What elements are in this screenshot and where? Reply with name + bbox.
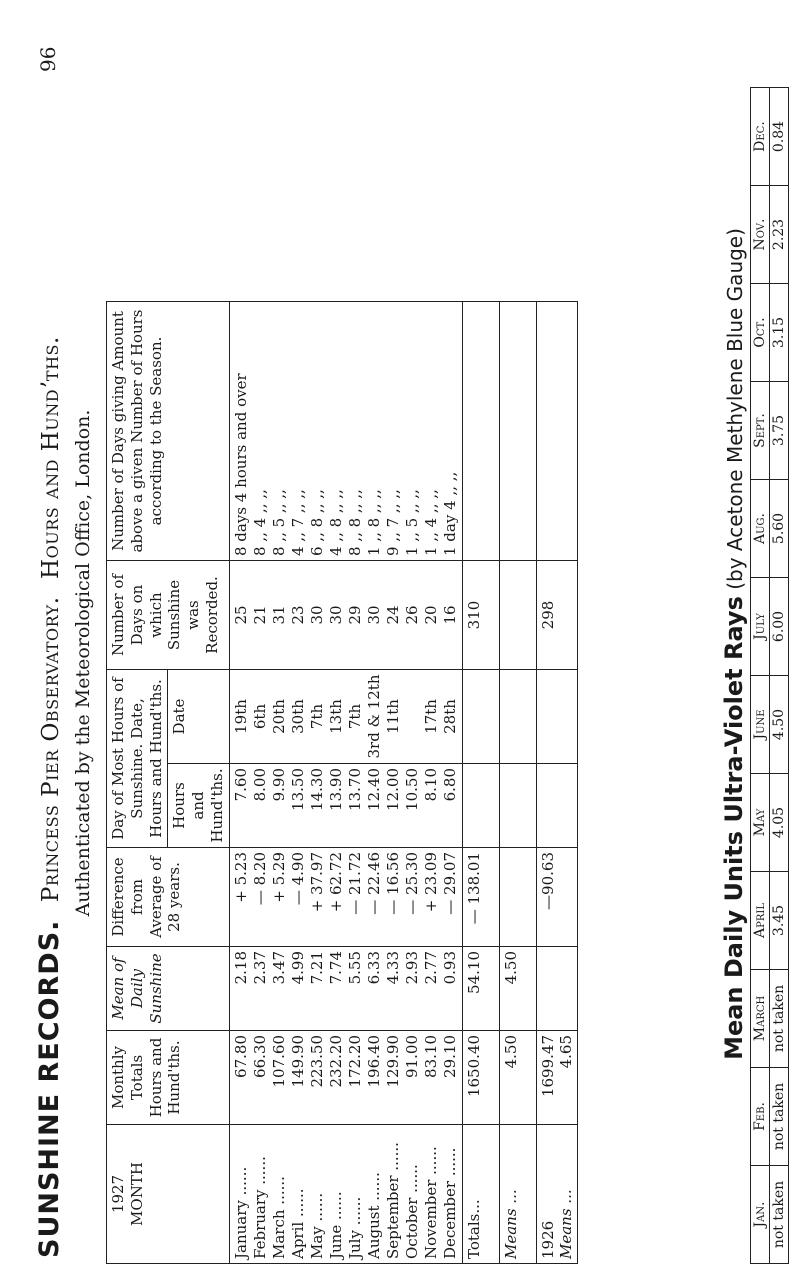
empty-cell [536, 764, 577, 848]
header-difference: Difference from Average of 28 years. [107, 848, 230, 947]
row-giving: 8 ,, 4 ,, ,, [250, 489, 269, 556]
year1926-diff: —90.63 [536, 848, 577, 947]
empty-cell [536, 947, 577, 1031]
empty-cell [536, 670, 577, 764]
header-mean: Mean of Daily Sunshine [107, 947, 230, 1031]
year1926-totals [536, 1031, 577, 1125]
row-mean: 7.21 [307, 951, 326, 985]
uv-month: Nov. [751, 186, 770, 284]
uv-month: Sept. [751, 382, 770, 480]
row-most-date: 19th [231, 699, 250, 734]
uv-value: 3.45 [770, 872, 789, 970]
empty-cell [499, 670, 536, 764]
col-most-date [232, 674, 460, 759]
authentication-line: Authenticated by the Meteorological Office, London. [72, 409, 94, 917]
totals-days: 310 [462, 561, 499, 670]
row-total: 223.50 [307, 1035, 326, 1088]
empty-cell [499, 764, 536, 848]
totals-row [462, 302, 499, 1264]
row-diff: + 37.97 [307, 852, 326, 913]
uv-value: 0.84 [770, 88, 789, 186]
header-most-date: Date [168, 670, 229, 764]
header-most-hours: Hours and Hund'ths. [168, 764, 229, 848]
sunshine-table [106, 301, 578, 1264]
row-total: 66.30 [250, 1035, 269, 1078]
row-diff: + 5.23 [231, 852, 250, 903]
row-mean: 7.74 [326, 951, 345, 985]
row-total: 196.40 [364, 1035, 383, 1088]
headline [34, 58, 65, 1258]
row-days: 29 [345, 605, 364, 625]
year1926-means: Means ... [556, 1189, 575, 1259]
year1926-mean-total: 4.65 [556, 1035, 575, 1069]
col-most-hours [232, 768, 460, 843]
row-month: March ...... [269, 1176, 288, 1259]
totals-total: 1650.40 [462, 1031, 499, 1125]
uv-table [750, 87, 789, 1264]
headline-place: Princess Pier Observatory. [38, 596, 64, 903]
row-total: 29.10 [440, 1035, 459, 1078]
uv-title-main: Mean Daily Units Ultra-Violet Rays [720, 596, 748, 1060]
row-most-hours: 13.90 [326, 768, 345, 811]
row-most-date [403, 674, 422, 759]
empty-cell [536, 302, 577, 561]
row-month: April ...... [288, 1188, 307, 1259]
uv-title-gauge: (by Acetone Methylene Blue Gauge) [723, 228, 747, 590]
row-most-date: 20th [269, 699, 288, 734]
uv-value: 6.00 [770, 578, 789, 676]
uv-value: not taken [770, 1068, 789, 1166]
col-days-recorded [232, 565, 460, 665]
uv-month: Jan. [751, 1166, 770, 1264]
table-monthly-block [229, 302, 462, 1264]
uv-value: 4.50 [770, 676, 789, 774]
row-giving: 1 ,, 8 ,, ,, [364, 489, 383, 556]
row-most-date: 30th [288, 699, 307, 734]
col-mean [232, 951, 460, 1026]
row-diff: + 5.29 [269, 852, 288, 903]
uv-value: not taken [770, 970, 789, 1068]
empty-cell [462, 302, 499, 561]
row-most-hours: 7.60 [231, 768, 250, 802]
col-months [232, 1129, 460, 1259]
headline-main: SUNSHINE RECORDS. [34, 919, 65, 1258]
row-month: February ...... [250, 1156, 269, 1259]
row-most-date: 13th [326, 699, 345, 734]
totals-mean: 54.10 [462, 947, 499, 1031]
row-month: August ...... [364, 1172, 383, 1259]
row-giving: 1 ,, 4 ,, ,, [421, 489, 440, 556]
uv-value: not taken [770, 1166, 789, 1264]
row-most-date: 6th [250, 703, 269, 730]
row-total: 129.90 [383, 1035, 402, 1088]
row-mean: 2.18 [231, 951, 250, 985]
row-most-hours: 6.80 [440, 768, 459, 802]
row-diff: — 4.90 [288, 852, 307, 906]
uv-month: Aug. [751, 480, 770, 578]
uv-value: 4.05 [770, 774, 789, 872]
uv-value: 2.23 [770, 186, 789, 284]
row-month: January ...... [231, 1166, 250, 1259]
row-most-date: 28th [440, 699, 459, 734]
row-most-hours: 12.40 [364, 768, 383, 811]
uv-value: 5.60 [770, 480, 789, 578]
row-diff: — 8.20 [250, 852, 269, 906]
row-month: June ...... [326, 1191, 345, 1259]
row-month: October ...... [402, 1164, 421, 1259]
row-most-date: 17th [421, 699, 440, 734]
year1926-total: 1699.47 [538, 1035, 557, 1098]
totals-label: Totals... [462, 1125, 499, 1264]
uv-month: Feb. [751, 1068, 770, 1166]
year1926-year: 1926 [538, 1220, 557, 1259]
header-totals: Monthly Totals Hours and Hund'ths. [107, 1031, 230, 1125]
row-mean: 6.33 [364, 951, 383, 985]
row-days: 26 [402, 605, 421, 625]
uv-month: Oct. [751, 284, 770, 382]
row-month: November ...... [421, 1146, 440, 1259]
row-days: 24 [383, 605, 402, 625]
row-diff: — 22.46 [364, 852, 383, 915]
header-year: 1927 [109, 1174, 127, 1214]
empty-cell [499, 848, 536, 947]
header-days-giving: Number of Days giving Amount above a given Number of Hours according to the Season. [107, 302, 230, 561]
header-month [107, 1125, 230, 1264]
row-most-hours: 14.30 [307, 768, 326, 811]
row-most-hours: 9.90 [269, 768, 288, 802]
row-mean: 2.93 [402, 951, 421, 985]
row-most-hours: 8.10 [421, 768, 440, 802]
row-days: 30 [326, 605, 345, 625]
headline-units: Hours and Hundʼths. [38, 336, 64, 579]
col-days-giving [232, 306, 460, 556]
row-giving: 8 days 4 hours and over [231, 373, 250, 556]
row-days: 23 [288, 605, 307, 625]
row-mean: 4.99 [288, 951, 307, 985]
row-giving: 6 ,, 8 ,, ,, [307, 489, 326, 556]
row-most-hours: 8.00 [250, 768, 269, 802]
row-total: 67.80 [231, 1035, 250, 1078]
header-most: Day of Most Hours of Sunshine. Date, Hours and Hund'ths. [107, 670, 168, 848]
row-most-hours: 13.50 [288, 768, 307, 811]
uv-months-row [751, 88, 770, 1264]
row-giving: 1 ,, 5 ,, ,, [402, 489, 421, 556]
row-days: 31 [269, 605, 288, 625]
row-most-date: 7th [307, 703, 326, 730]
empty-cell [499, 302, 536, 561]
page-number: 96 [36, 46, 60, 72]
row-days: 30 [307, 605, 326, 625]
year1926-days: 298 [536, 561, 577, 670]
col-difference [232, 852, 460, 942]
uv-month: May [751, 774, 770, 872]
header-month-label: MONTH [127, 1162, 146, 1226]
row-most-hours: 10.50 [402, 768, 421, 811]
means-mean: 4.50 [499, 947, 536, 1031]
uv-value: 3.15 [770, 284, 789, 382]
row-total: 83.10 [421, 1035, 440, 1078]
uv-month: June [751, 676, 770, 774]
row-total: 149.90 [288, 1035, 307, 1088]
row-diff: — 16.56 [383, 852, 402, 915]
row-giving: 4 ,, 7 ,, ,, [288, 489, 307, 556]
means-row [499, 302, 536, 1264]
row-most-date: 3rd & 12th [364, 674, 383, 759]
row-month: July ...... [345, 1196, 364, 1259]
row-days: 16 [440, 605, 459, 625]
means-total: 4.50 [499, 1031, 536, 1125]
row-diff: + 62.72 [326, 852, 345, 913]
row-mean: 3.47 [269, 951, 288, 985]
uv-title [720, 24, 748, 1264]
row-giving: 9 ,, 7 ,, ,, [383, 489, 402, 556]
row-total: 91.00 [402, 1035, 421, 1078]
uv-month: March [751, 970, 770, 1068]
year-1926-row [536, 302, 577, 1264]
uv-month: Dec. [751, 88, 770, 186]
row-month: May ...... [307, 1192, 326, 1259]
row-days: 30 [364, 605, 383, 625]
means-label: Means ... [499, 1125, 536, 1264]
row-month: December ...... [440, 1147, 459, 1259]
totals-diff: — 138.01 [462, 848, 499, 947]
row-diff: — 25.30 [402, 852, 421, 915]
row-total: 107.60 [269, 1035, 288, 1088]
row-month: September ...... [383, 1142, 402, 1259]
row-most-hours: 13.70 [345, 768, 364, 811]
row-total: 232.20 [326, 1035, 345, 1088]
row-giving: 8 ,, 8 ,, ,, [345, 489, 364, 556]
row-mean: 5.55 [345, 951, 364, 985]
row-giving: 8 ,, 5 ,, ,, [269, 489, 288, 556]
uv-month: July [751, 578, 770, 676]
row-most-date: 7th [345, 703, 364, 730]
row-mean: 2.37 [250, 951, 269, 985]
row-days: 25 [231, 605, 250, 625]
row-giving: 1 day 4 ,, ,, [440, 471, 459, 556]
row-mean: 0.93 [440, 951, 459, 985]
row-days: 21 [250, 605, 269, 625]
row-diff: — 21.72 [345, 852, 364, 915]
uv-month: April [751, 872, 770, 970]
row-diff: + 23.09 [421, 852, 440, 913]
row-most-hours: 12.00 [383, 768, 402, 811]
uv-values-row [770, 88, 789, 1264]
row-giving: 4 ,, 8 ,, ,, [326, 489, 345, 556]
empty-cell [499, 561, 536, 670]
col-totals [232, 1035, 460, 1120]
row-total: 172.20 [345, 1035, 364, 1088]
row-mean: 4.33 [383, 951, 402, 985]
empty-cell [462, 764, 499, 848]
header-days-recorded: Number of Days on which Sunshine was Recorded. [107, 561, 230, 670]
row-most-date: 11th [383, 699, 402, 734]
row-diff: — 29.07 [440, 852, 459, 915]
row-mean: 2.77 [421, 951, 440, 985]
empty-cell [462, 670, 499, 764]
year1926-label [536, 1125, 577, 1264]
row-days: 20 [421, 605, 440, 625]
uv-value: 3.75 [770, 382, 789, 480]
